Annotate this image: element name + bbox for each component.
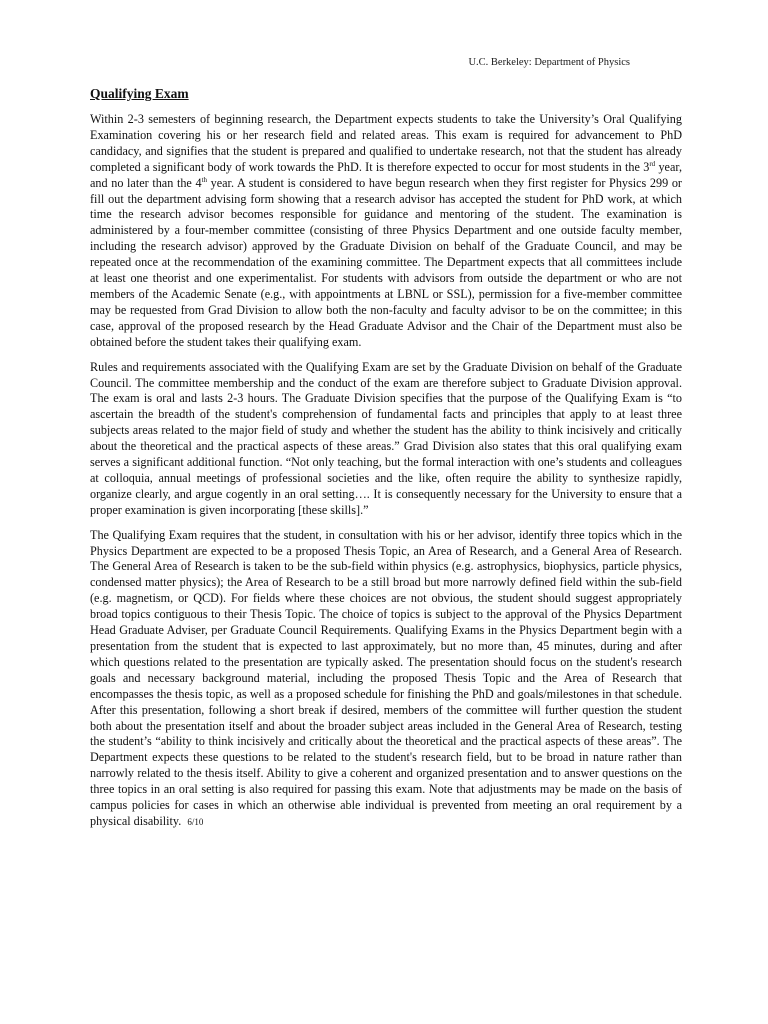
paragraph-3-text: The Qualifying Exam requires that the student, in consultation with his or her advisor, identify three topics which in the Physics Department are expected to be a proposed Thesis Topic, an Area of Research, and a General Area of Research. The General Area of Research is taken to be the sub-field within physics (e.g. astrophysics, biophysics, particle physics, condensed matter physics); the Area of Research to be a still broad but more narrowly defined field within the sub-field (e.g. magnetism, or QCD). For fields where these choices are not obvious, the student should suggest appropriately broad topics contiguous to their Thesis Topic. The choice of topics is subject to the approval of the Physics Department Head Graduate Adviser, per Graduate Council Requirements. Qualifying Exams in the Physics Department begin with a presentation from the student that is expected to last approximately, but no more than, 45 minutes, during and after which questions related to the presentation are typically asked. The presentation should focus on the student's research goals and necessary background material, including the proposed Thesis Topic and the Area of Research that encompasses the thesis topic, as well as a proposed schedule for finishing the PhD and goals/milestones in that schedule. After this presentation, following a short break if desired, members of the committee will further question the student both about the presentation itself and about the broader subject areas included in the General Area of Research, testing the student’s “ability to think incisively and critically about the theoretical and the practical aspects of these areas”. The Department expects these questions to be related to the student's research field, but to be broad in nature rather than narrowly related to the thesis itself. Ability to give a coherent and organized presentation and to answer questions on the three topics in an oral setting is also required for passing this exam. Note that adjustments may be made on the basis of campus policies for cases in which an otherwise able individual is prevented from meeting an oral requirement by a physical disability. [90, 527, 682, 828]
paragraph-1-part-3: year. A student is considered to have begun research when they first register for Physics 299 or fill out the department advising form showing that a research advisor has accepted the student for PhD work, at which time the research advisor becomes responsible for guidance and mentoring of the student. The examination is administered by a four-member committee (consisting of three Physics Department and one outside faculty member, including the research advisor) approved by the Graduate Division on behalf of the Graduate Council, and may be repeated once at the recommendation of the examining committee. The Department expects that all committees include at least one theorist and one experimentalist. For students with advisors from outside the department or who are not members of the Academic Senate (e.g., with appointments at LBNL or SSL), permission for a five-member committee may be requested from Grad Division to allow both the non-faculty and faculty advisor to be on the committee; in this case, approval of the proposed research by the Head Graduate Advisor and the Chair of the Department must also be obtained before the student takes their qualifying exam. [90, 175, 682, 349]
running-header: U.C. Berkeley: Department of Physics [468, 57, 630, 68]
ordinal-suffix-rd: rd [649, 159, 656, 168]
page-number: 6/10 [187, 816, 204, 827]
ordinal-suffix-th: th [201, 175, 208, 184]
paragraph-2: Rules and requirements associated with the Qualifying Exam are set by the Graduate Division on behalf of the Graduate Council. The committee membership and the conduct of the exam are therefore subject to Graduate Division approval. The exam is oral and lasts 2-3 hours. The Graduate Division specifies that the purpose of the Qualifying Exam is “to ascertain the breadth of the student's comprehension of fundamental facts and principles that apply to at least three subjects areas related to the major field of study and whether the student has the ability to think incisively and critically about the theoretical and the practical aspects of these areas.” Grad Division also states that this oral qualifying exam serves a significant additional function. “Not only teaching, but the formal interaction with one’s students and colleagues at colloquia, annual meetings of professional societies and the like, often require the ability to synthesize rapidly, organize clearly, and argue cogently in an oral setting…. It is consequently necessary for the University to ensure that a proper examination is given incorporating [these skills].” [90, 359, 682, 517]
paragraph-1 [90, 112, 682, 351]
paragraph-3 [90, 528, 682, 831]
document-body [90, 86, 682, 840]
paragraph-1-part-1: Within 2-3 semesters of beginning research, the Department expects students to take the University’s Oral Qualifying Examination covering his or her research field and related areas. This exam is required for advancement to PhD candidacy, and signifies that the student is prepared and qualified to undertake research, not that the student has already completed a significant body of work towards the PhD. It is therefore expected to occur for most students in the 3 [90, 112, 682, 174]
section-title: Qualifying Exam [90, 86, 189, 101]
paragraph-1-part-2: year, and no later than the 4 [90, 159, 682, 190]
